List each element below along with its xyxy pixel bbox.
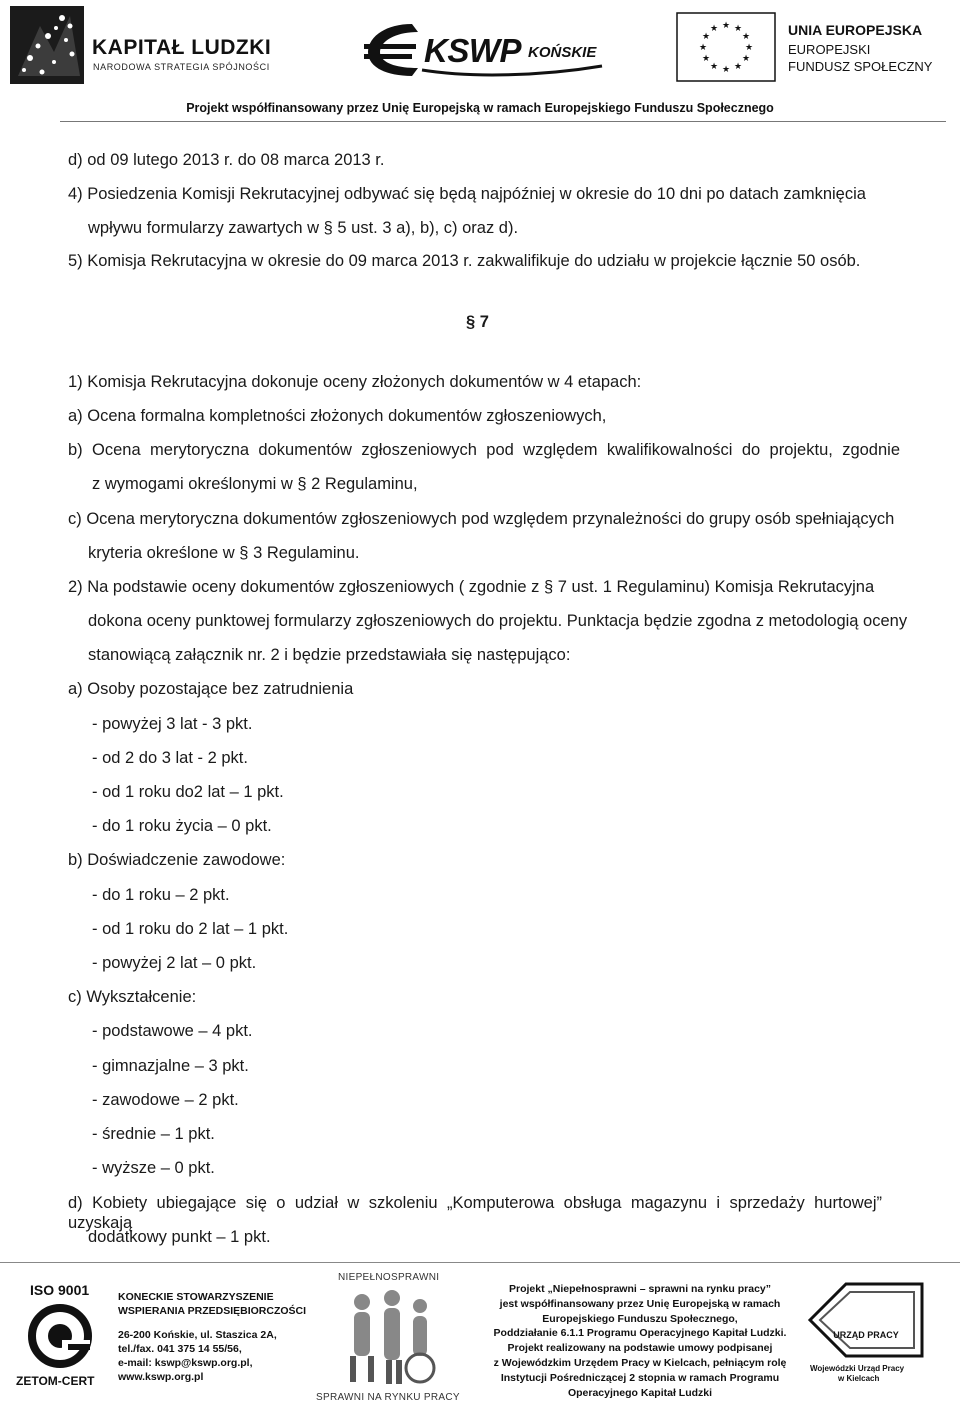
svg-text:★: ★ xyxy=(721,65,731,75)
project-line: Europejskiego Funduszu Społecznego, xyxy=(542,1312,738,1325)
org-line: WSPIERANIA PRZEDSIĘBIORCZOŚCI xyxy=(118,1305,307,1317)
urzad-pracy-sign-icon xyxy=(806,1280,930,1360)
body-line: wpływu formularzy zawartych w § 5 ust. 3 a), b), c) oraz d). xyxy=(88,219,519,237)
kapital-ludzki-subtitle: NARODOWA STRATEGIA SPÓJNOŚCI xyxy=(93,62,270,72)
svg-text:★: ★ xyxy=(741,32,751,42)
svg-text:★: ★ xyxy=(698,43,708,53)
eu-flag-icon xyxy=(676,12,776,82)
project-line: Operacyjnego Kapitał Ludzki xyxy=(567,1386,713,1399)
email-line: e-mail: kswp@kswp.org.pl, xyxy=(118,1357,253,1369)
list-item: - od 1 roku do2 lat – 1 pkt. xyxy=(92,783,284,801)
kapital-ludzki-emblem-icon xyxy=(10,6,84,84)
list-item: - powyżej 2 lat – 0 pkt. xyxy=(92,954,257,972)
zetom-cert-icon xyxy=(28,1300,92,1370)
svg-text:★: ★ xyxy=(733,24,743,34)
address-line: tel./fax. 041 375 14 55/56, xyxy=(118,1343,242,1355)
org-line: KONECKIE STOWARZYSZENIE xyxy=(118,1291,274,1303)
body-line: a) Osoby pozostające bez zatrudnienia xyxy=(68,680,354,698)
wup-sign-text: URZĄD PRACY xyxy=(833,1330,899,1340)
body-line: stanowiącą załącznik nr. 2 i będzie przedstawiała się następująco: xyxy=(88,646,571,664)
kswp-city: KOŃSKIE xyxy=(528,44,597,61)
list-item: - zawodowe – 2 pkt. xyxy=(92,1091,239,1109)
people-figures-icon xyxy=(332,1286,444,1388)
header-divider xyxy=(60,121,946,122)
eu-line-3: FUNDUSZ SPOŁECZNY xyxy=(788,59,933,74)
body-line: 2) Na podstawie oceny dokumentów zgłoszeniowych ( zgodnie z § 7 ust. 1 Regulaminu) Komisja Rekrutacyjna xyxy=(68,578,875,596)
header-caption: Projekt współfinansowany przez Unię Europejską w ramach Europejskiego Funduszu Społecznego xyxy=(186,101,774,115)
body-line: 5) Komisja Rekrutacyjna w okresie do 09 marca 2013 r. zakwalifikuje do udziału w projekcie łącznie 50 osób. xyxy=(68,252,861,270)
eu-line-1: UNIA EUROPEJSKA xyxy=(788,22,923,38)
kswp-logo xyxy=(362,18,612,80)
project-info xyxy=(490,1282,790,1400)
eu-logo xyxy=(676,12,956,88)
svg-text:★: ★ xyxy=(709,24,719,34)
address-line: 26-200 Końskie, ul. Staszica 2A, xyxy=(118,1329,277,1341)
wup-name: Wojewódzki Urząd Pracy xyxy=(810,1364,905,1373)
project-line: Projekt „Niepełnosprawni – sprawni na rynku pracy” xyxy=(509,1283,771,1295)
list-item: - do 1 roku – 2 pkt. xyxy=(92,886,230,904)
svg-text:★: ★ xyxy=(701,54,711,64)
body-line: d) Kobiety ubiegające się o udział w szkoleniu „Komputerowa obsługa magazynu i sprzedaży hurtowej” uzyskają xyxy=(68,1194,882,1232)
body-line: 1) Komisja Rekrutacyjna dokonuje oceny złożonych dokumentów w 4 etapach: xyxy=(68,373,642,391)
list-item: - powyżej 3 lat - 3 pkt. xyxy=(92,715,253,733)
niepelnosprawni-logo xyxy=(312,1268,464,1404)
iso-name: ZETOM-CERT xyxy=(16,1374,95,1388)
iso-certificate-logo xyxy=(12,1282,102,1392)
body-line: a) Ocena formalna kompletności złożonych dokumentów zgłoszeniowych, xyxy=(68,407,607,425)
website-line: www.kswp.org.pl xyxy=(118,1371,204,1383)
list-item: - podstawowe – 4 pkt. xyxy=(92,1022,253,1040)
kapital-ludzki-logo xyxy=(10,6,310,88)
kapital-ludzki-title: KAPITAŁ LUDZKI xyxy=(92,36,272,59)
header-logos xyxy=(0,0,960,100)
project-line: Projekt realizowany na podstawie umowy podpisanej xyxy=(507,1342,773,1355)
body-line: b) Ocena merytoryczna dokumentów zgłoszeniowych pod względem kwalifikowalności do projektu, zgodnie xyxy=(68,441,900,459)
list-item: - wyższe – 0 pkt. xyxy=(92,1159,215,1177)
wup-city: w Kielcach xyxy=(838,1374,880,1383)
svg-text:★: ★ xyxy=(744,43,754,53)
body-line: dodatkowy punkt – 1 pkt. xyxy=(88,1228,271,1246)
svg-text:★: ★ xyxy=(701,32,711,42)
svg-text:★: ★ xyxy=(733,62,743,72)
np-slogan: SPRAWNI NA RYNKU PRACY xyxy=(316,1392,460,1403)
body-line: c) Ocena merytoryczna dokumentów zgłoszeniowych pod względem przynależności do grupy osób spełniających xyxy=(68,510,895,528)
body-line: c) Wykształcenie: xyxy=(68,988,197,1006)
project-line: Poddziałanie 6.1.1 Programu Operacyjnego Kapitał Ludzki. xyxy=(493,1327,787,1340)
kswp-name: KSWP xyxy=(424,32,521,69)
project-line: z Wojewódzkim Urzędem Pracy w Kielcach, pełniącym rolę xyxy=(493,1356,787,1369)
org-name xyxy=(118,1290,306,1318)
list-item: - do 1 roku życia – 0 pkt. xyxy=(92,817,272,835)
svg-text:★: ★ xyxy=(741,54,751,64)
body-line: b) Doświadczenie zawodowe: xyxy=(68,851,286,869)
org-address xyxy=(118,1328,277,1384)
section-heading: § 7 xyxy=(466,313,489,331)
eu-line-2: EUROPEJSKI xyxy=(788,42,871,57)
project-line: Instytucji Pośredniczącej 2 stopnia w ramach Programu xyxy=(500,1371,780,1384)
footer-divider xyxy=(0,1262,960,1263)
list-item: - średnie – 1 pkt. xyxy=(92,1125,215,1143)
body-line: z wymogami określonymi w § 2 Regulaminu, xyxy=(92,475,418,493)
svg-text:★: ★ xyxy=(709,62,719,72)
np-title: NIEPEŁNOSPRAWNI xyxy=(338,1272,440,1283)
iso-title: ISO 9001 xyxy=(30,1282,90,1298)
body-line: kryteria określone w § 3 Regulaminu. xyxy=(88,544,360,562)
body-line: dokona oceny punktowej formularzy zgłoszeniowych do projektu. Punktacja będzie zgodna z metodologią oceny xyxy=(88,612,908,630)
list-item: - gimnazjalne – 3 pkt. xyxy=(92,1057,249,1075)
list-item: - od 2 do 3 lat - 2 pkt. xyxy=(92,749,248,767)
body-line: d) od 09 lutego 2013 r. do 08 marca 2013 r. xyxy=(68,151,385,169)
project-line: jest współfinansowany przez Unię Europejską w ramach xyxy=(499,1297,781,1310)
list-item: - od 1 roku do 2 lat – 1 pkt. xyxy=(92,920,289,938)
wup-kielce-logo xyxy=(806,1280,930,1390)
body-line: 4) Posiedzenia Komisji Rekrutacyjnej odbywać się będą najpóźniej w okresie do 10 dni po datach zamknięcia xyxy=(68,185,866,203)
svg-text:★: ★ xyxy=(721,21,731,31)
